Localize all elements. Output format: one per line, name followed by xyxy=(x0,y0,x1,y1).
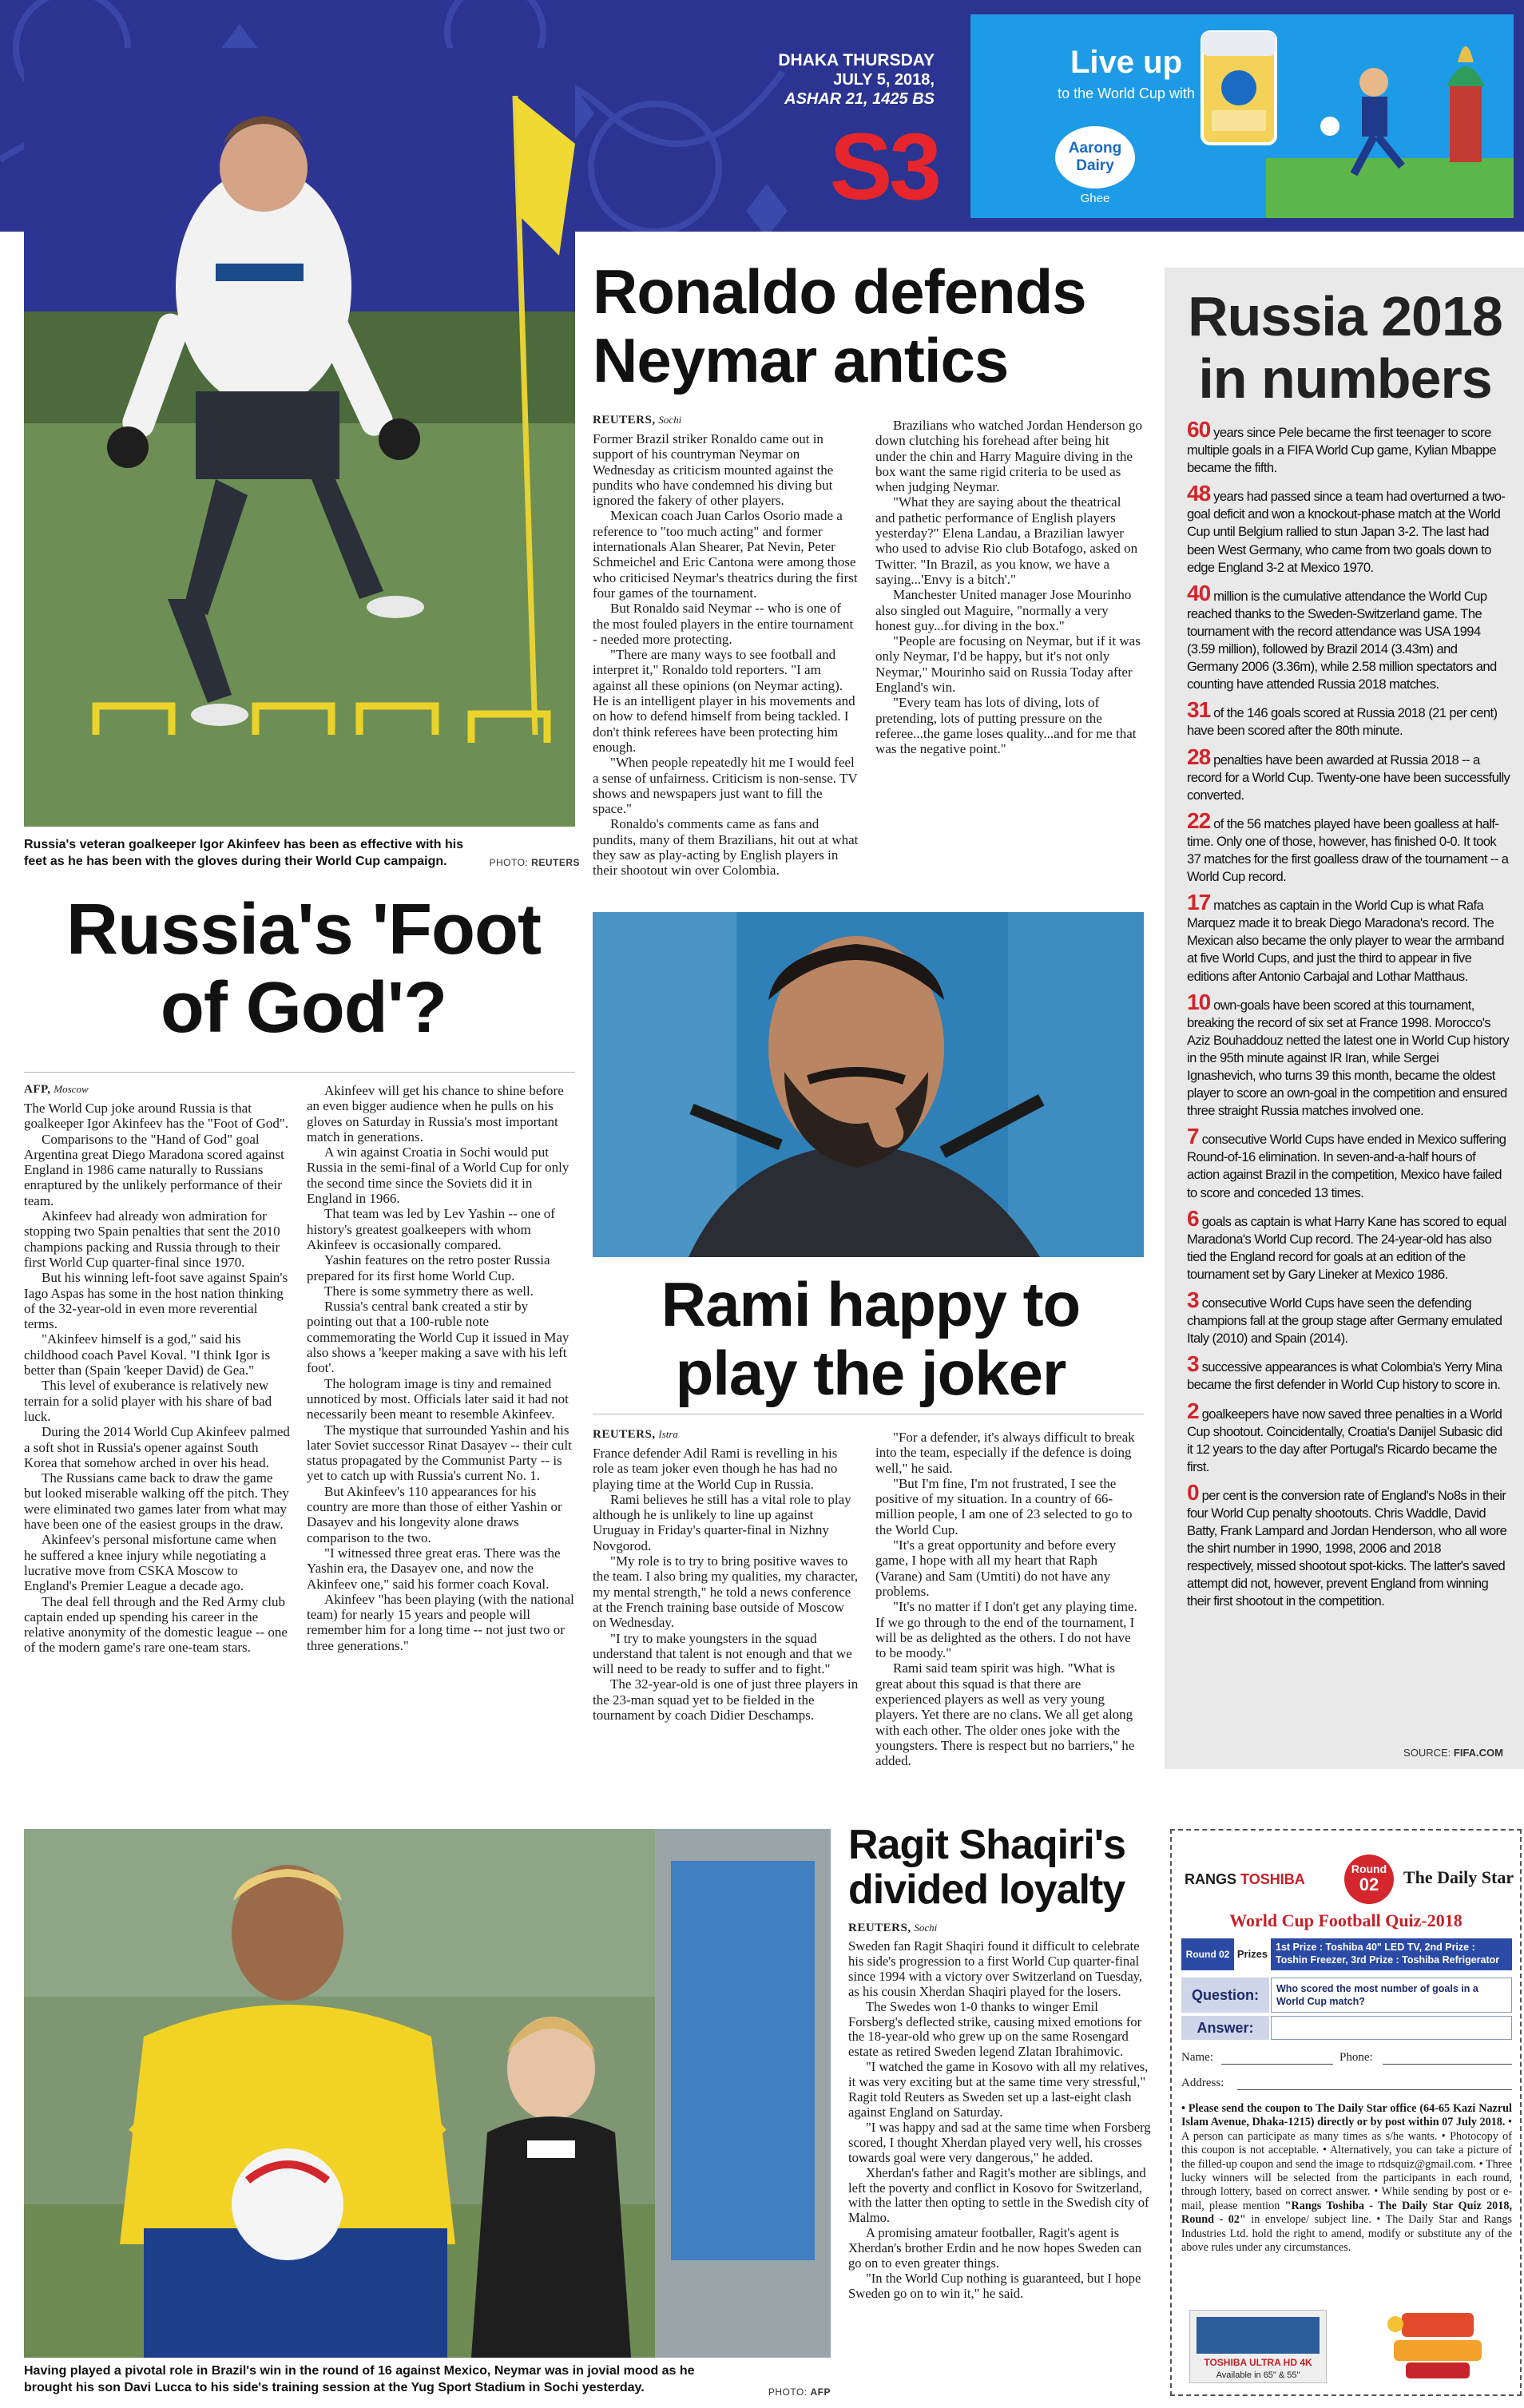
stat-number: 31 xyxy=(1187,697,1211,723)
answer-label: Answer: xyxy=(1181,2016,1269,2040)
rami-photo-art xyxy=(593,912,1144,1257)
stat-number: 6 xyxy=(1187,1205,1199,1231)
shaqiri-body xyxy=(848,1939,1152,2405)
neymar-photo-art xyxy=(24,1829,831,2358)
number-item xyxy=(1187,1287,1510,1347)
number-item xyxy=(1187,744,1510,804)
number-item xyxy=(1187,890,1510,985)
aarong-dairy-logo: Aarong Dairy xyxy=(1055,126,1135,188)
stat-number: 22 xyxy=(1187,807,1211,833)
paragraph: The Swedes won 1-0 thanks to winger Emil Forsberg's deflected strike, causing mixed emotions for the 18-year-old who grew up on the same Rosengard estate as retired Sweden legend Zlatan Ibrahimovic. xyxy=(848,1998,1142,2060)
question-text: Who scored the most number of goals in a World Cup match? xyxy=(1271,1978,1512,2013)
quiz-coupon[interactable] xyxy=(1170,1829,1522,2396)
prize-round: Round 02 xyxy=(1181,1938,1234,1970)
paragraph: "I was happy and sad at the same time when Forsberg scored, I thought Xherdan played very well, his crosses towards goal were very dangerous," he added. xyxy=(848,2119,1151,2165)
tv-screen-image xyxy=(1197,2317,1320,2354)
dateline-city-day: DHAKA THURSDAY xyxy=(778,51,935,69)
rami-body-col2 xyxy=(875,1430,1143,1793)
paragraph: There is some symmetry there as well. xyxy=(324,1283,534,1299)
stat-number: 28 xyxy=(1187,744,1211,769)
stat-number: 3 xyxy=(1187,1351,1199,1377)
paragraph: "People are focusing on Neymar, but if it was only Neymar, I'd be happy, but it's not only Neymar," Mourinho said on Russia Today after England's win. xyxy=(875,633,1141,696)
number-item xyxy=(1187,1351,1510,1394)
brand-rangs: RANGS xyxy=(1185,1871,1237,1887)
paragraph: That team was led by Lev Yashin -- one of history's greatest goalkeepers with whom Akinfeev is occasionally compared. xyxy=(307,1206,555,1252)
address-field[interactable] xyxy=(1237,2089,1512,2090)
paragraph: During the 2014 World Cup Akinfeev palmed a soft shot in Russia's opener against South Korea that somehow arched in over his head. xyxy=(24,1424,290,1470)
ronaldo-byline xyxy=(593,414,832,427)
number-item xyxy=(1187,697,1510,740)
paragraph: The Russians came back to draw the game but looked miserable walking off the pitch. They were eliminated two games later from what may have been one of the easiest groups in the draw. xyxy=(24,1470,289,1533)
number-item xyxy=(1187,807,1510,886)
paragraph: This level of exuberance is relatively new terrain for a solid player with his share of bad luck. xyxy=(24,1378,272,1424)
stat-text: years had passed since a team had overturned a two-goal deficit and won a knockout-phase match at the World Cup until Belgium rallied to stun Japan 3-2. The last had been West Germany, who came from two goals down to edge England 3-2 at Mexico 1970. xyxy=(1187,489,1506,575)
rami-photo xyxy=(593,912,1144,1257)
brand-toshiba: TOSHIBA xyxy=(1240,1871,1305,1887)
aarong-dairy-ad[interactable] xyxy=(970,14,1514,218)
dateline-date: JULY 5, 2018, xyxy=(833,71,935,89)
paragraph: But his winning left-foot save against Spain's Iago Aspas has some in the host nation thinking of the 32-year-old in even more reverential terms. xyxy=(24,1270,288,1332)
number-item xyxy=(1187,1205,1510,1283)
stat-number: 2 xyxy=(1187,1398,1199,1423)
neymar-caption: Having played a pivotal role in Brazil's win in the round of 16 against Mexico, Neymar was in jovial mood as he brought his son Davi Lucca to his side's training session at the Yug Sport Stadium in Sochi yesterday. xyxy=(24,2364,695,2394)
stat-text: goalkeepers have now saved three penalties in a World Cup shootout. Coincidentally, Croatia's Danijel Subasic did it 12 years to the day after Portugal's Ricardo became the first. xyxy=(1187,1406,1502,1474)
ronaldo-body-col2 xyxy=(875,418,1143,879)
rami-body-col1 xyxy=(593,1446,860,1793)
akinfeev-body-col1 xyxy=(24,1101,292,1793)
credit-agency: AFP xyxy=(810,2386,831,2398)
stat-text: of the 146 goals scored at Russia 2018 (21 per cent) have been scored after the 80th minute. xyxy=(1187,705,1498,739)
name-label: Name: xyxy=(1181,2051,1213,2064)
paragraph: Akinfeev had already won admiration for stopping two Spain penalties that sent the 2010 champions packing and Russia through to their first World Cup quarter-final since 1970. xyxy=(24,1208,280,1270)
paragraph: "What they are saying about the theatrical and pathetic performance of English players yesterday?" Elena Landau, a Brazilian lawyer who used to advise Rio club Botafogo, asked on Twitter. "In Brazil, as you know, we have a saying...'Envy is a bitch'." xyxy=(875,494,1138,587)
paragraph: Rami said team spirit was high. "What is great about this squad is that there are experienced players as well as very young players. Yet there are no clans. We all get along with each other. The older ones joke with the youngsters. There is respect but no barriers," he added. xyxy=(875,1660,1135,1769)
round-label: Round xyxy=(1351,1863,1387,1875)
answer-field[interactable] xyxy=(1271,2016,1512,2040)
paragraph: "For a defender, it's always difficult to break into the team, especially if the defence is doing well," he said. xyxy=(875,1430,1135,1476)
paragraph: "I witnessed three great eras. There was the Yashin era, the Dasayev one, and now the Akinfeev one," said his former coach Koval. xyxy=(307,1545,561,1592)
tv-sizes: Available in 65" & 55" xyxy=(1216,2370,1300,2380)
paragraph: Yashin features on the retro poster Russia prepared for its first home World Cup. xyxy=(307,1252,550,1283)
toshiba-tv-ad xyxy=(1189,2310,1327,2383)
stat-number: 17 xyxy=(1187,890,1211,915)
paragraph: Akinfeev will get his chance to shine before an even bigger audience when he pulls on his gloves on Saturday in Russia's most important match in generations. xyxy=(307,1083,564,1144)
number-item xyxy=(1187,989,1510,1121)
stat-text: own-goals have been scored at this tournament, breaking the record of six set at France 1998. Morocco's Aziz Bouhaddouz netted the latest one in World Cup history in the 95th minute against IR Iran, while Sergei Ignashevich, who turns 39 this month, became the oldest player to score an own-goal in the competition and ensured three straight Russia matches involved one. xyxy=(1187,997,1510,1119)
byline-agency: REUTERS, xyxy=(848,1922,911,1934)
daily-star-logo: The Daily Star xyxy=(1403,1867,1514,1887)
paragraph: The 32-year-old is one of just three players in the 23-man squad yet to be fielded in the tournament by coach Didier Deschamps. xyxy=(593,1676,859,1724)
stat-text: years since Pele became the first teenager to score multiple goals in a FIFA World Cup game, Kylian Mbappe became the fifth. xyxy=(1187,425,1496,476)
paragraph: "There are many ways to see football and interpret it," Ronaldo told reporters. "I am against all these opinions (on Neymar acting). He is an intelligent player in his movements and on how to defend himself from being tackled. I don't think referees have been protecting him enough. xyxy=(593,647,855,755)
coupon-brand-row xyxy=(1180,1855,1514,1902)
stat-number: 48 xyxy=(1187,481,1211,506)
stat-text: goals as captain is what Harry Kane has scored to equal Maradona's World Cup record. The 24-year-old has also tied the England record for goals at an edition of the tournament set by Gary Lineker at Mexico 1986. xyxy=(1187,1213,1506,1282)
paragraph: "I watched the game in Kosovo with all my relatives, it was very exciting but at the same time very stressful," Ragit told Reuters as Sweden set up a last-eight clash against England on Saturday. xyxy=(848,2059,1149,2120)
byline-dateline: Sochi xyxy=(914,1922,938,1934)
page-number: S3 xyxy=(829,114,939,220)
paragraph: Brazilians who watched Jordan Henderson go down clutching his forehead after being hit under the chin and Harry Maguire diving in the box want the same rigid criteria to be used as when judging Neymar. xyxy=(875,418,1143,495)
rules-send: • Please send the coupon to The Daily Star office (64-65 Kazi Nazrul Islam Avenue, Dhaka-1215) directly or by post within 07 July 2018. xyxy=(1181,2102,1512,2129)
credit-agency: REUTERS xyxy=(531,857,580,868)
akinfeev-photo-art xyxy=(24,48,575,827)
credit-label: PHOTO: xyxy=(768,2386,808,2398)
ad-headline: Live up xyxy=(1070,45,1183,80)
stat-number: 40 xyxy=(1187,580,1211,605)
numbers-list xyxy=(1187,417,1510,1619)
answer-row xyxy=(1181,2016,1512,2040)
byline-agency: REUTERS, xyxy=(593,414,656,426)
rangs-toshiba-logo xyxy=(1185,1869,1320,1890)
akinfeev-headline[interactable]: Russia's 'Foot of God'? xyxy=(66,890,541,1048)
byline-dateline: Sochi xyxy=(658,414,682,426)
paragraph: "When people repeatedly hit me I would feel a sense of unfairness. Criticism is non-sense. TV shows and newspapers just want to fill the space." xyxy=(593,755,858,817)
paragraph: Manchester United manager Jose Mourinho also singled out Maguire, "normally a very honest guy...for diving in the box." xyxy=(875,587,1132,633)
paragraph: The deal fell through and the Red Army club captain ended up spending his career in the relative anonymity of the domestic league -- one of the modern game's rare one-team stars. xyxy=(24,1593,288,1656)
headline-rule xyxy=(24,1072,575,1073)
stat-number: 10 xyxy=(1187,989,1211,1014)
ad-tagline: to the World Cup with xyxy=(1058,85,1195,101)
rules-subject: "Rangs Toshiba - The Daily Star Quiz 2018, Round - 02" xyxy=(1181,2199,1513,2227)
numbers-title: Russia 2018 in numbers xyxy=(1188,285,1502,410)
dateline-bangla-date: ASHAR 21, 1425 BS xyxy=(784,90,935,108)
round-badge xyxy=(1344,1855,1394,1904)
paragraph: Mexican coach Juan Carlos Osorio made a reference to "too much acting" and former internationals Alan Shearer, Pat Nevin, Peter Schmeichel and Eric Cantona were among those who criticised Neymar's theatrics during the first four games of the tournament. xyxy=(593,508,858,601)
name-field[interactable] xyxy=(1221,2064,1333,2065)
paragraph: The World Cup joke around Russia is that goalkeeper Igor Akinfeev has the "Foot of God". xyxy=(24,1101,289,1132)
paragraph: "In the World Cup nothing is guaranteed, but I hope Sweden go on to win it," he said. xyxy=(848,2270,1141,2301)
paragraph: Akinfeev's personal misfortune came when he suffered a knee injury while negotiating a lucrative move from CSKA Moscow to England's Premier League a decade ago. xyxy=(24,1532,276,1594)
numbers-sidebar xyxy=(1165,268,1524,1769)
neymar-photo xyxy=(24,1829,831,2358)
question-row xyxy=(1181,1978,1512,2013)
prize-list: 1st Prize : Toshiba 40" LED TV, 2nd Prize : Toshin Freezer, 3rd Prize : Toshiba Refrigerator xyxy=(1271,1938,1512,1970)
numbers-source xyxy=(1403,1747,1503,1759)
rules-text: • A person can participate as many times as s/he wants. • Photocopy of this coupon is not acceptable. • Alternatively, you can take a picture of the filled-up coupon and send the image to rtdsquiz@gmail.com. • Three lucky winners will be selected from the participants in each round, through lottery, based on correct answer. • While sending by post or e-mail, please mention xyxy=(1181,2116,1512,2212)
stat-text: million is the cumulative attendance the World Cup reached thanks to the Sweden-Switzerland game. The tournament with the record attendance was USA 1994 (3.59 million), followed by Brazil 2014 (3.43m) and Germany 2006 (3.36m), while 2.58 million spectators and counting have attended Russia 2018 matches. xyxy=(1187,588,1497,692)
paragraph: Rami believes he still has a vital role to play although he is unlikely to line up against Uruguay in Friday's quarter-final in Nizhny Novgorod. xyxy=(593,1491,851,1553)
neymar-photo-credit xyxy=(743,2386,831,2398)
number-item xyxy=(1187,1398,1510,1476)
byline-dateline: Istra xyxy=(658,1428,678,1440)
ronaldo-headline[interactable]: Ronaldo defends Neymar antics xyxy=(593,256,1086,395)
paragraph: Xherdan's father and Ragit's mother are siblings, and left the poverty and conflict in Kosovo for Switzerland, with the latter then opting to settle in the Swedish city of Malmo. xyxy=(848,2164,1149,2226)
quiz-title: World Cup Football Quiz-2018 xyxy=(1229,1910,1462,1930)
paragraph: Sweden fan Ragit Shaqiri found it difficult to celebrate his side's progression to a first World Cup quarter-final since 1994 with a victory over Switzerland on Tuesday, as his cousin Xherdan Shaqiri played for the losers. xyxy=(848,1939,1143,1999)
paragraph: But Ronaldo said Neymar -- who is one of the most fouled players in the entire tournament - needed more protecting. xyxy=(593,601,854,647)
stat-text: matches as captain in the World Cup is what Rafa Marquez made it to break Diego Maradona's record. The Mexican also became the only player to wear the armband at five World Cups, and just the third to appear in five editions after Antonio Carbajal and Lothar Matthaus. xyxy=(1187,898,1504,984)
akinfeev-photo-credit xyxy=(484,857,580,868)
paragraph: "But I'm fine, I'm not frustrated, I see the positive of my situation. In a country of 66-million people, I am one of 23 selected to go to the World Cup. xyxy=(875,1475,1133,1537)
byline-agency: AFP, xyxy=(24,1083,51,1096)
paragraph: "It's no matter if I don't get any playing time. If we go through to the end of the tournament, I will be as delighted as the others. I do not have to be moody." xyxy=(875,1599,1137,1661)
stat-text: penalties have been awarded at Russia 2018 -- a record for a World Cup. Twenty-one have been successfully converted. xyxy=(1187,752,1510,803)
paragraph: But Akinfeev's 110 appearances for his country are more than those of either Yashin or Dasayev and his longevity alone draws comparison to the two. xyxy=(307,1483,562,1545)
paragraph: A win against Croatia in Sochi would put Russia in the semi-final of a World Cup for only the second time since the Soviets did it in England in 1966. xyxy=(307,1144,570,1207)
tv-brand: TOSHIBA ULTRA HD 4K xyxy=(1204,2357,1312,2368)
paragraph: Russia's central bank created a stir by pointing out that a 100-ruble note commemorating the World Cup it issued in May also shows a 'keeper making a save with his left foot'. xyxy=(307,1299,570,1376)
number-item xyxy=(1187,417,1510,477)
paragraph: Akinfeev "has been playing (with the national team) for nearly 15 years and people will remember him for a long time -- not just two or three generations." xyxy=(307,1591,574,1653)
stat-text: of the 56 matches played have been goalless at half-time. Only one of those, however, has finished 0-0. It took 37 matches for the first goalless draw of the tournament -- a World Cup record. xyxy=(1187,815,1509,885)
paragraph: The mystique that surrounded Yashin and his later Soviet successor Rinat Dasayev -- their cult status propagated by the Communist Party -- is yet to catch up with Russia's current No. 1. xyxy=(307,1422,572,1484)
stat-number: 3 xyxy=(1187,1287,1199,1313)
byline-agency: REUTERS, xyxy=(593,1428,656,1441)
source-value: FIFA.COM xyxy=(1453,1747,1503,1759)
paragraph: "Every team has lots of diving, lots of pretending, lots of putting pressure on the referee...the game loses quality...and for me that was the negative point." xyxy=(875,695,1137,757)
address-label: Address: xyxy=(1181,2077,1224,2089)
paragraph: Comparisons to the "Hand of God" goal Argentina great Diego Maradona scored against England in 1986 came naturally to Russians enraptured by the unlikely performance of their team. xyxy=(24,1131,284,1208)
prize-row xyxy=(1181,1938,1512,1970)
number-item xyxy=(1187,1479,1510,1611)
paragraph: "I try to make youngsters in the squad understand that talent is not enough and that we will need to be ready to suffer and to fight." xyxy=(593,1630,852,1677)
byline-dateline: Moscow xyxy=(54,1083,89,1095)
stat-number: 60 xyxy=(1187,417,1211,442)
rami-byline xyxy=(593,1428,832,1442)
shaqiri-byline xyxy=(848,1922,1088,1935)
paragraph: The hologram image is tiny and remained unnoticed by most. Officials later said it had not necessarily been meant to resemble Akinfeev. xyxy=(307,1375,569,1422)
paragraph: Former Brazil striker Ronaldo came out in support of his countryman Neymar on Wednesday as criticism mounted against the pundits who have condemned his diving but ignored the fakery of other players. xyxy=(593,431,834,509)
round-number: 02 xyxy=(1359,1874,1379,1894)
stat-text: successive appearances is what Colombia's Yerry Mina became the first defender in World Cup history to score in. xyxy=(1187,1359,1502,1393)
paragraph: "It's a great opportunity and before every game, I hope with all my heart that Raph (Varane) and Sam (Umtiti) do not have any problems. xyxy=(875,1537,1117,1599)
stat-number: 7 xyxy=(1187,1124,1199,1149)
question-label: Question: xyxy=(1181,1978,1269,2013)
rules-text-2: in envelope/ subject line. • The Daily Star and Rangs Industries Ltd. hold the right to amend, modify or substitute any of the above rules under any circumstances. xyxy=(1181,2213,1512,2255)
prize-label: Prizes xyxy=(1236,1948,1268,1960)
paragraph: A promising amateur footballer, Ragit's agent is Xherdan's brother Erdin and he now hopes Sweden can go on to even greater things. xyxy=(848,2225,1142,2271)
akinfeev-body-col2 xyxy=(307,1083,574,1793)
ad-product: Ghee xyxy=(1080,192,1110,205)
akinfeev-photo xyxy=(24,48,575,827)
source-label: SOURCE: xyxy=(1403,1747,1451,1759)
akinfeev-byline xyxy=(24,1083,264,1097)
phone-field[interactable] xyxy=(1383,2064,1512,2065)
rami-headline[interactable]: Rami happy to play the joker xyxy=(661,1269,1081,1408)
number-item xyxy=(1187,580,1510,694)
stat-text: per cent is the conversion rate of England's No8s in their four World Cup penalty shootouts. Chris Waddle, David Batty, Frank Lampard and Jordan Henderson, who all wore the shirt number in 1990, 1998, 2006 and 2018 respectively, missed shootout spot-kicks. The latter's saved attempt did not, however, prevent England from winning their first shootout in the competition. xyxy=(1187,1487,1507,1609)
quiz-rules xyxy=(1181,2102,1512,2255)
stat-text: consecutive World Cups have ended in Mexico suffering Round-of-16 elimination. In seven-and-a-half hours of action against Brazil in the competition, Mexico have failed to score and conceded 13 times. xyxy=(1187,1132,1506,1200)
credit-label: PHOTO: xyxy=(489,857,529,868)
stat-number: 0 xyxy=(1187,1479,1199,1505)
bangla-promo-logo xyxy=(1378,2310,1498,2383)
shaqiri-headline[interactable]: Ragit Shaqiri's divided loyalty xyxy=(848,1822,1125,1913)
paragraph: "Akinfeev himself is a god," said his childhood coach Pavel Koval. "I think Igor is better than (Spain 'keeper David) de Gea." xyxy=(24,1331,271,1379)
ronaldo-body-col1 xyxy=(593,431,860,879)
akinfeev-caption: Russia's veteran goalkeeper Igor Akinfeev has been as effective with his feet as he has been with the gloves during their World Cup campaign. xyxy=(24,838,464,868)
paragraph: France defender Adil Rami is revelling in his role as team joker even though he has had no playing time at the World Cup in Russia. xyxy=(593,1446,838,1492)
number-item xyxy=(1187,481,1510,576)
phone-label: Phone: xyxy=(1339,2051,1373,2064)
stat-text: consecutive World Cups have seen the defending champions fall at the group stage after Germany emulated Italy (2010) and Spain (2014). xyxy=(1187,1295,1502,1347)
number-item xyxy=(1187,1124,1510,1201)
paragraph: "My role is to try to bring positive waves to the team. I also bring my qualities, my character, my mental strength," he told a news conference at the French training base outside of Moscow on Wednesday. xyxy=(593,1553,859,1631)
paragraph: Ronaldo's comments came as fans and pundits, many of them Brazilians, hit out at what they saw as play-acting by English players in their shootout win over Colombia. xyxy=(593,816,859,879)
dateline xyxy=(763,51,935,109)
